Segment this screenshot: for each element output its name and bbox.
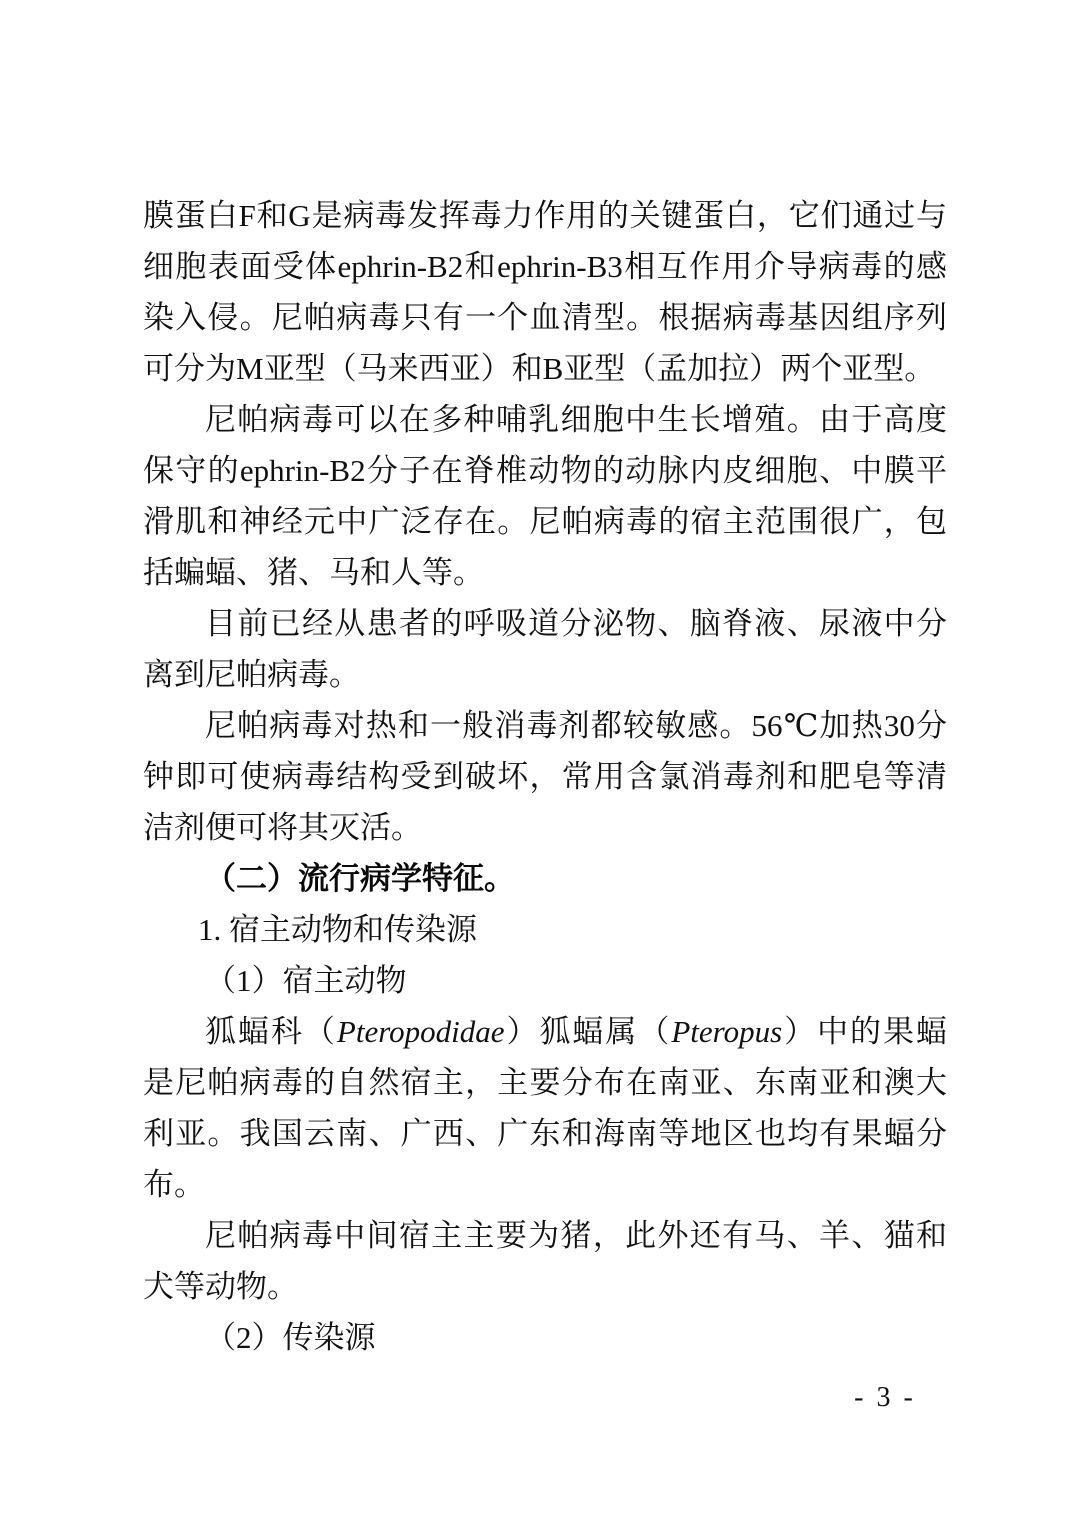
document-body <box>143 190 947 1363</box>
paragraph-cell-replication: 尼帕病毒可以在多种哺乳细胞中生长增殖。由于高度保守的ephrin-B2分子在脊椎动物的动脉内皮细胞、中膜平滑肌和神经元中广泛存在。尼帕病毒的宿主范围很广，包括蝙蝠、猪、马和人等。 <box>143 402 947 590</box>
text-before-species-1: 狐蝠科（ <box>205 1014 337 1049</box>
paragraph-fruit-bat-reservoir <box>143 1006 947 1210</box>
scientific-name-pteropodidae: Pteropodidae <box>336 1014 505 1049</box>
paragraph-membrane-proteins: 膜蛋白F和G是病毒发挥毒力作用的关键蛋白，它们通过与细胞表面受体ephrin-B2和ephrin-B3相互作用介导病毒的感染入侵。尼帕病毒只有一个血清型。根据病毒基因组序列可分为M亚型（马来西亚）和B亚型（孟加拉）两个亚型。 <box>143 198 947 386</box>
paragraph-heat-disinfectant-sensitivity: 尼帕病毒对热和一般消毒剂都较敏感。56℃加热30分钟即可使病毒结构受到破坏，常用含氯消毒剂和肥皂等清洁剂便可将其灭活。 <box>143 708 947 845</box>
page-footer <box>0 1378 1080 1418</box>
paragraph-intermediate-hosts: 尼帕病毒中间宿主主要为猪，此外还有马、羊、猫和犬等动物。 <box>143 1218 947 1304</box>
text-between-species: ）狐蝠属（ <box>504 1014 672 1049</box>
text-after-species: ）中的果蝠是尼帕病毒的自然宿主，主要分布在南亚、东南亚和澳大利亚。我国云南、广西、广东和海南等地区也均有果蝠分布。 <box>143 1014 948 1202</box>
paragraph-isolation-sources: 目前已经从患者的呼吸道分泌物、脑脊液、尿液中分离到尼帕病毒。 <box>143 606 947 692</box>
page-number: - 3 - <box>854 1382 916 1413</box>
subsection-heading-host-animals: （1）宿主动物 <box>205 963 407 998</box>
scientific-name-pteropus: Pteropus <box>671 1014 783 1049</box>
section-heading-epidemiology: （二）流行病学特征。 <box>205 861 515 896</box>
subsection-heading-infection-source: （2）传染源 <box>205 1320 376 1355</box>
subsection-heading-host-animals-and-sources: 1. 宿主动物和传染源 <box>198 912 477 947</box>
